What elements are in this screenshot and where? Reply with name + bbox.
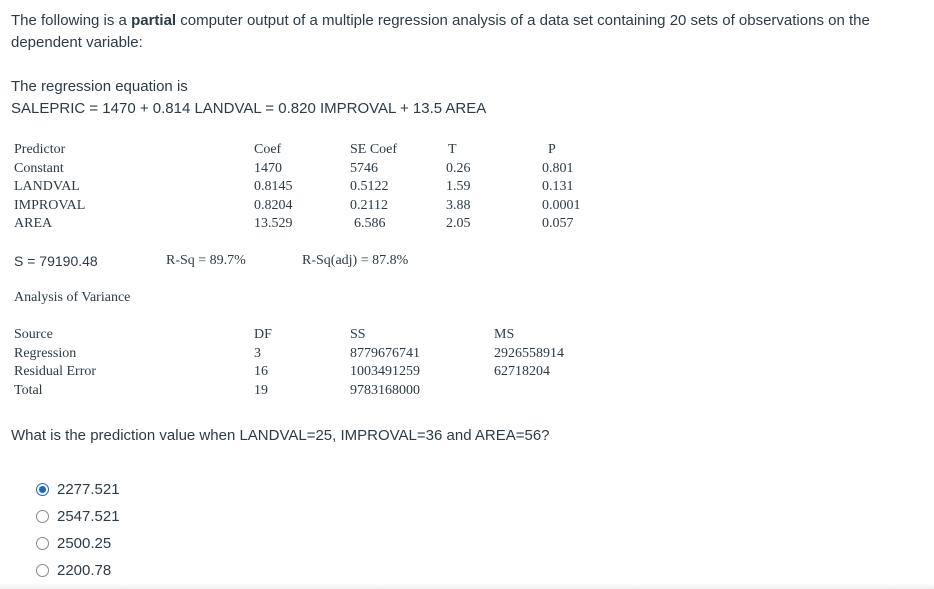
column-header: MS [494, 327, 515, 342]
answer-option[interactable] [36, 506, 120, 526]
table-cell: 8779676741 [350, 345, 420, 361]
table-cell: AREA [14, 216, 53, 231]
table-cell: Residual Error [14, 364, 97, 379]
t-column [446, 141, 471, 234]
question-text: What is the prediction value when LANDVAL=25, IMPROVAL=36 and AREA=56? [11, 427, 550, 444]
table-cell: 9783168000 [350, 382, 420, 398]
column-header: T [448, 142, 457, 157]
radio-icon[interactable] [36, 564, 49, 577]
table-cell: 16 [254, 364, 268, 379]
table-cell: 0.26 [446, 160, 471, 176]
intro-text-bold: partial [131, 12, 177, 29]
column-header: Coef [254, 142, 282, 157]
radio-icon[interactable] [36, 510, 49, 523]
answer-option[interactable] [36, 479, 120, 499]
se-coef-column [350, 141, 397, 234]
radio-icon[interactable] [36, 537, 49, 550]
table-cell: Total [14, 382, 43, 398]
table-cell: 0.5122 [350, 179, 389, 194]
radio-selected-icon[interactable] [36, 483, 49, 496]
coef-column [254, 141, 293, 234]
intro-text-start: The following is a [11, 12, 132, 29]
table-cell: LANDVAL [14, 179, 80, 194]
table-cell: 0.801 [542, 160, 574, 176]
table-cell: 0.0001 [542, 197, 581, 213]
table-cell: 2926558914 [494, 345, 564, 361]
intro-text-end: computer output of a multiple regression analysis of a data set containing 20 sets of observations on the dependent variable: [11, 12, 870, 51]
table-cell: 1470 [254, 160, 282, 176]
column-header: P [548, 142, 556, 157]
intro-paragraph [11, 10, 916, 54]
table-cell: 0.057 [542, 216, 574, 231]
answer-option[interactable] [36, 560, 111, 580]
table-cell: 19 [254, 382, 268, 398]
table-cell: 2.05 [446, 216, 471, 231]
table-cell: Constant [14, 160, 64, 176]
column-header: Source [14, 327, 53, 342]
table-cell: 0.8204 [254, 197, 293, 213]
df-column [254, 326, 272, 400]
ss-column [350, 326, 420, 400]
table-cell: 0.2112 [350, 197, 388, 213]
column-header: Predictor [14, 142, 66, 157]
answer-option[interactable] [36, 533, 111, 553]
predictor-column [14, 141, 85, 234]
table-cell: 1003491259 [350, 364, 420, 379]
table-cell: IMPROVAL [14, 197, 86, 213]
option-label: 2277.521 [57, 480, 120, 498]
r-squared-adjusted: R-Sq(adj) = 87.8% [302, 253, 409, 268]
bottom-divider [0, 583, 934, 589]
column-header: SS [350, 327, 366, 342]
s-value: S = 79190.48 [14, 253, 98, 269]
table-cell: 0.8145 [254, 179, 293, 194]
table-cell: 5746 [350, 160, 378, 176]
table-cell: 0.131 [542, 179, 574, 194]
p-column [542, 141, 581, 234]
equation-label: The regression equation is [11, 78, 188, 95]
table-cell: 6.586 [354, 216, 386, 231]
table-cell: Regression [14, 345, 77, 361]
option-label: 2200.78 [57, 561, 112, 579]
option-label: 2500.25 [57, 534, 112, 552]
table-cell: 3.88 [446, 197, 471, 213]
anova-title: Analysis of Variance [14, 290, 131, 305]
option-label: 2547.521 [57, 507, 120, 525]
ms-column [494, 326, 564, 382]
table-cell: 1.59 [446, 179, 471, 194]
r-squared: R-Sq = 89.7% [166, 253, 246, 268]
column-header: SE Coef [350, 142, 398, 157]
table-cell: 3 [254, 345, 261, 361]
column-header: DF [254, 327, 272, 342]
table-cell: 13.529 [254, 216, 293, 231]
regression-equation: SALEPRIC = 1470 + 0.814 LANDVAL = 0.820 IMPROVAL + 13.5 AREA [11, 100, 487, 117]
table-cell: 62718204 [494, 364, 550, 379]
source-column [14, 326, 96, 400]
